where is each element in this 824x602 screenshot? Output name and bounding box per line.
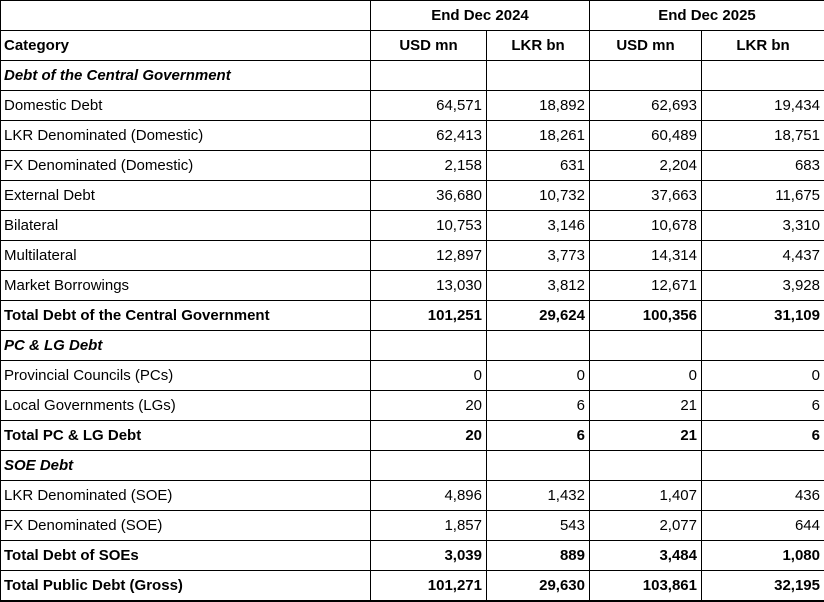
value-cell: 36,680	[371, 181, 487, 211]
value-cell: 0	[487, 361, 590, 391]
table-row	[1, 361, 824, 391]
section-header-row	[1, 331, 824, 361]
value-cell	[590, 331, 702, 361]
value-cell: 10,753	[371, 211, 487, 241]
value-cell: 631	[487, 151, 590, 181]
row-label: Debt of the Central Government	[1, 61, 371, 91]
value-cell: 1,857	[371, 511, 487, 541]
row-label: External Debt	[1, 181, 371, 211]
row-label: FX Denominated (Domestic)	[1, 151, 371, 181]
year-group-row	[1, 1, 824, 31]
row-label: Market Borrowings	[1, 271, 371, 301]
value-cell: 13,030	[371, 271, 487, 301]
value-cell	[487, 331, 590, 361]
value-cell: 18,892	[487, 91, 590, 121]
value-cell: 683	[702, 151, 824, 181]
value-cell: 3,039	[371, 541, 487, 571]
value-cell: 18,261	[487, 121, 590, 151]
table-body	[1, 61, 824, 602]
value-cell: 64,571	[371, 91, 487, 121]
value-cell: 2,204	[590, 151, 702, 181]
table-row	[1, 211, 824, 241]
usd-mn-header-2024: USD mn	[371, 31, 487, 61]
value-cell: 0	[371, 361, 487, 391]
value-cell	[371, 451, 487, 481]
table-row	[1, 151, 824, 181]
row-label: Local Governments (LGs)	[1, 391, 371, 421]
value-cell: 103,861	[590, 571, 702, 602]
lkr-bn-header-2025: LKR bn	[702, 31, 824, 61]
section-header-row	[1, 61, 824, 91]
value-cell: 6	[487, 391, 590, 421]
value-cell: 19,434	[702, 91, 824, 121]
lkr-bn-header-2024: LKR bn	[487, 31, 590, 61]
row-label: Multilateral	[1, 241, 371, 271]
value-cell: 37,663	[590, 181, 702, 211]
value-cell: 2,158	[371, 151, 487, 181]
value-cell: 21	[590, 421, 702, 451]
value-cell: 0	[590, 361, 702, 391]
value-cell: 101,271	[371, 571, 487, 602]
value-cell	[371, 331, 487, 361]
table-row	[1, 481, 824, 511]
value-cell: 10,732	[487, 181, 590, 211]
column-header-row	[1, 31, 824, 61]
row-label: Total PC & LG Debt	[1, 421, 371, 451]
row-label: PC & LG Debt	[1, 331, 371, 361]
row-label: Total Debt of the Central Government	[1, 301, 371, 331]
value-cell: 4,896	[371, 481, 487, 511]
value-cell: 29,624	[487, 301, 590, 331]
table-row	[1, 241, 824, 271]
year-header-2025: End Dec 2025	[590, 1, 824, 31]
value-cell: 3,773	[487, 241, 590, 271]
value-cell: 10,678	[590, 211, 702, 241]
value-cell: 11,675	[702, 181, 824, 211]
value-cell	[702, 331, 824, 361]
value-cell: 3,928	[702, 271, 824, 301]
value-cell: 31,109	[702, 301, 824, 331]
value-cell: 101,251	[371, 301, 487, 331]
value-cell: 29,630	[487, 571, 590, 602]
table-row	[1, 391, 824, 421]
value-cell: 20	[371, 391, 487, 421]
row-label: SOE Debt	[1, 451, 371, 481]
value-cell: 3,146	[487, 211, 590, 241]
value-cell: 4,437	[702, 241, 824, 271]
value-cell: 6	[487, 421, 590, 451]
table-row	[1, 181, 824, 211]
value-cell: 1,432	[487, 481, 590, 511]
value-cell	[590, 451, 702, 481]
value-cell: 32,195	[702, 571, 824, 602]
value-cell: 62,693	[590, 91, 702, 121]
value-cell: 21	[590, 391, 702, 421]
row-label: Total Debt of SOEs	[1, 541, 371, 571]
value-cell: 6	[702, 421, 824, 451]
total-row	[1, 301, 824, 331]
value-cell	[590, 61, 702, 91]
value-cell: 3,812	[487, 271, 590, 301]
total-row	[1, 541, 824, 571]
value-cell: 0	[702, 361, 824, 391]
table-row	[1, 271, 824, 301]
value-cell	[371, 61, 487, 91]
value-cell: 436	[702, 481, 824, 511]
value-cell: 100,356	[590, 301, 702, 331]
corner-cell	[1, 1, 371, 31]
row-label: Domestic Debt	[1, 91, 371, 121]
value-cell: 3,484	[590, 541, 702, 571]
table-row	[1, 91, 824, 121]
value-cell	[487, 451, 590, 481]
total-row	[1, 571, 824, 602]
row-label: LKR Denominated (SOE)	[1, 481, 371, 511]
value-cell: 18,751	[702, 121, 824, 151]
value-cell: 543	[487, 511, 590, 541]
category-header: Category	[1, 31, 371, 61]
table-row	[1, 511, 824, 541]
value-cell: 14,314	[590, 241, 702, 271]
value-cell: 12,671	[590, 271, 702, 301]
table-row	[1, 121, 824, 151]
value-cell: 60,489	[590, 121, 702, 151]
row-label: Total Public Debt (Gross)	[1, 571, 371, 602]
value-cell: 20	[371, 421, 487, 451]
row-label: Bilateral	[1, 211, 371, 241]
value-cell	[702, 451, 824, 481]
value-cell: 12,897	[371, 241, 487, 271]
row-label: FX Denominated (SOE)	[1, 511, 371, 541]
total-row	[1, 421, 824, 451]
usd-mn-header-2025: USD mn	[590, 31, 702, 61]
row-label: LKR Denominated (Domestic)	[1, 121, 371, 151]
table-header	[1, 1, 824, 61]
row-label: Provincial Councils (PCs)	[1, 361, 371, 391]
value-cell: 1,407	[590, 481, 702, 511]
value-cell: 2,077	[590, 511, 702, 541]
value-cell	[487, 61, 590, 91]
value-cell: 644	[702, 511, 824, 541]
value-cell: 62,413	[371, 121, 487, 151]
year-header-2024: End Dec 2024	[371, 1, 590, 31]
value-cell	[702, 61, 824, 91]
value-cell: 1,080	[702, 541, 824, 571]
value-cell: 3,310	[702, 211, 824, 241]
value-cell: 6	[702, 391, 824, 421]
section-header-row	[1, 451, 824, 481]
value-cell: 889	[487, 541, 590, 571]
